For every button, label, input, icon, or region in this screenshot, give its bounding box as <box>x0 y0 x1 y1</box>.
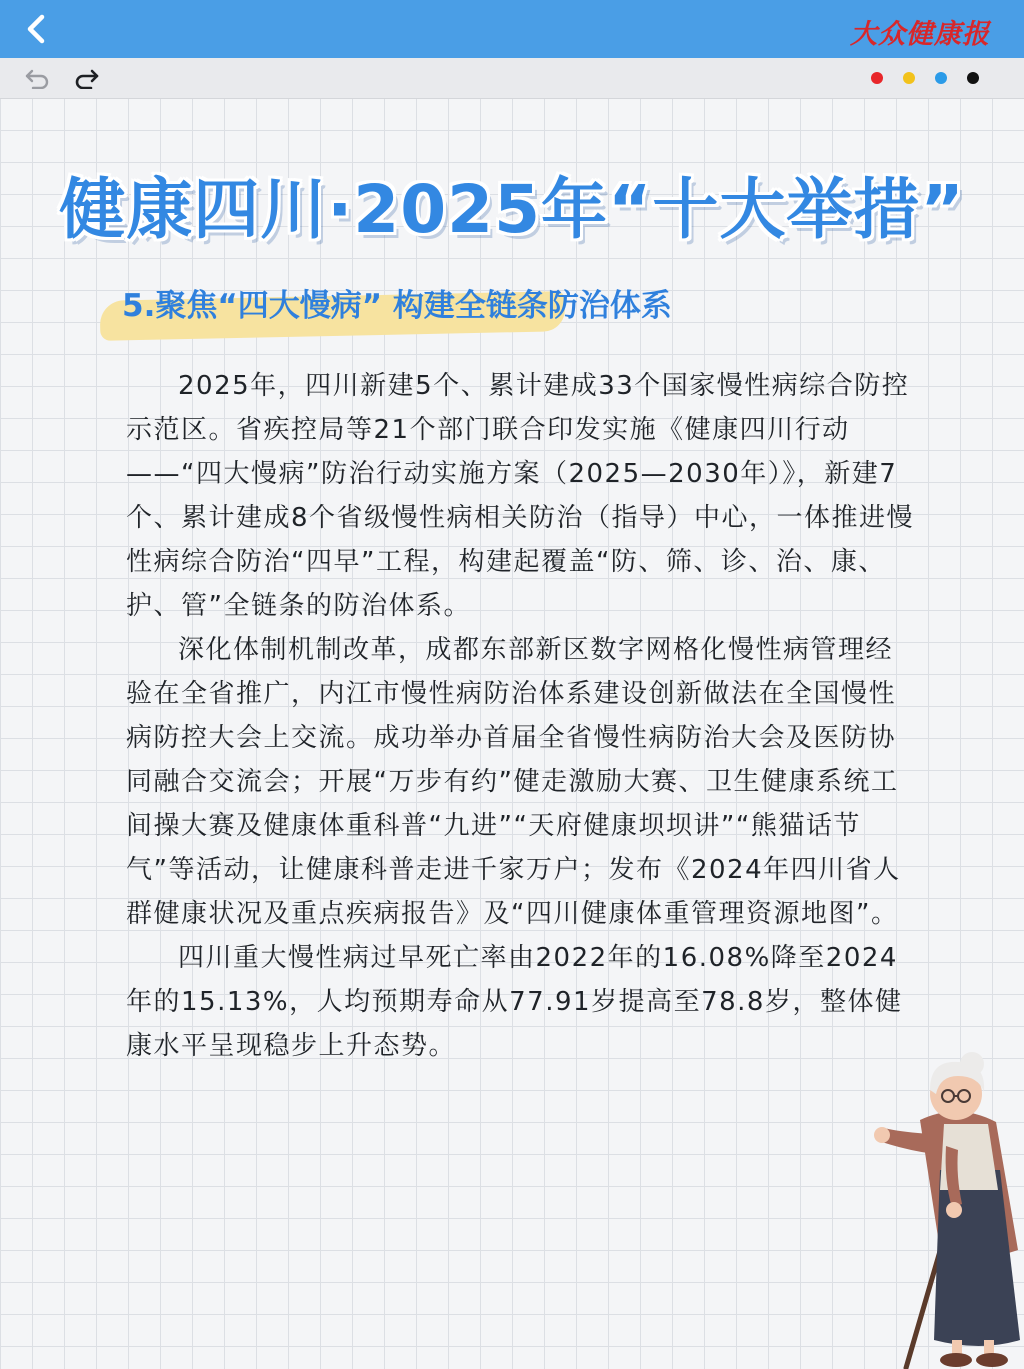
top-header-bar <box>0 0 1024 58</box>
undo-button[interactable] <box>24 66 52 90</box>
brand-logo: 大众健康报 <box>850 19 990 50</box>
elderly-woman-illustration <box>860 1050 1024 1369</box>
paragraph-2: 深化体制机制改革，成都东部新区数字网格化慢性病管理经验在全省推广，内江市慢性病防治体系建设创新做法在全国慢性病防控大会上交流。成功举办首届全省慢性病防治大会及医防协同融合交流会；开展“万步有约”健走激励大赛、卫生健康系统工间操大赛及健康体重科普“九进”“天府健康坝坝讲”“熊猫话节气”等活动，让健康科普走进千家万户；发布《2024年四川省人群健康状况及重点疾病报告》及“四川健康体重管理资源地图”。 <box>126 635 901 929</box>
chevron-left-icon <box>25 14 47 44</box>
back-button[interactable] <box>18 10 54 48</box>
paragraph-1: 2025年，四川新建5个、累计建成33个国家慢性病综合防控示范区。省疾控局等21个部门联合印发实施《健康四川行动——“四大慢病”防治行动实施方案（2025—2030年）》，新建7个、累计建成8个省级慢性病相关防治（指导）中心，一体推进慢性病综合防治“四早”工程，构建起覆盖“防、筛、诊、治、康、护、管”全链条的防治体系。 <box>126 371 915 621</box>
pen-color-red[interactable] <box>871 72 883 84</box>
pen-color-black[interactable] <box>967 72 979 84</box>
subtitle-block <box>100 276 920 346</box>
subtitle: 5.聚焦“四大慢病” 构建全链条防治体系 <box>122 288 672 324</box>
article-body <box>126 364 916 1068</box>
undo-icon <box>25 67 51 89</box>
redo-icon <box>73 67 99 89</box>
paragraph-3: 四川重大慢性病过早死亡率由2022年的16.08%降至2024年的15.13%，人均预期寿命从77.91岁提高至78.8岁，整体健康水平呈现稳步上升态势。 <box>126 943 903 1061</box>
pen-color-blue[interactable] <box>935 72 947 84</box>
page-title: 健康四川·2025年“十大举措” <box>59 171 965 248</box>
pen-color-yellow[interactable] <box>903 72 915 84</box>
redo-button[interactable] <box>72 66 100 90</box>
